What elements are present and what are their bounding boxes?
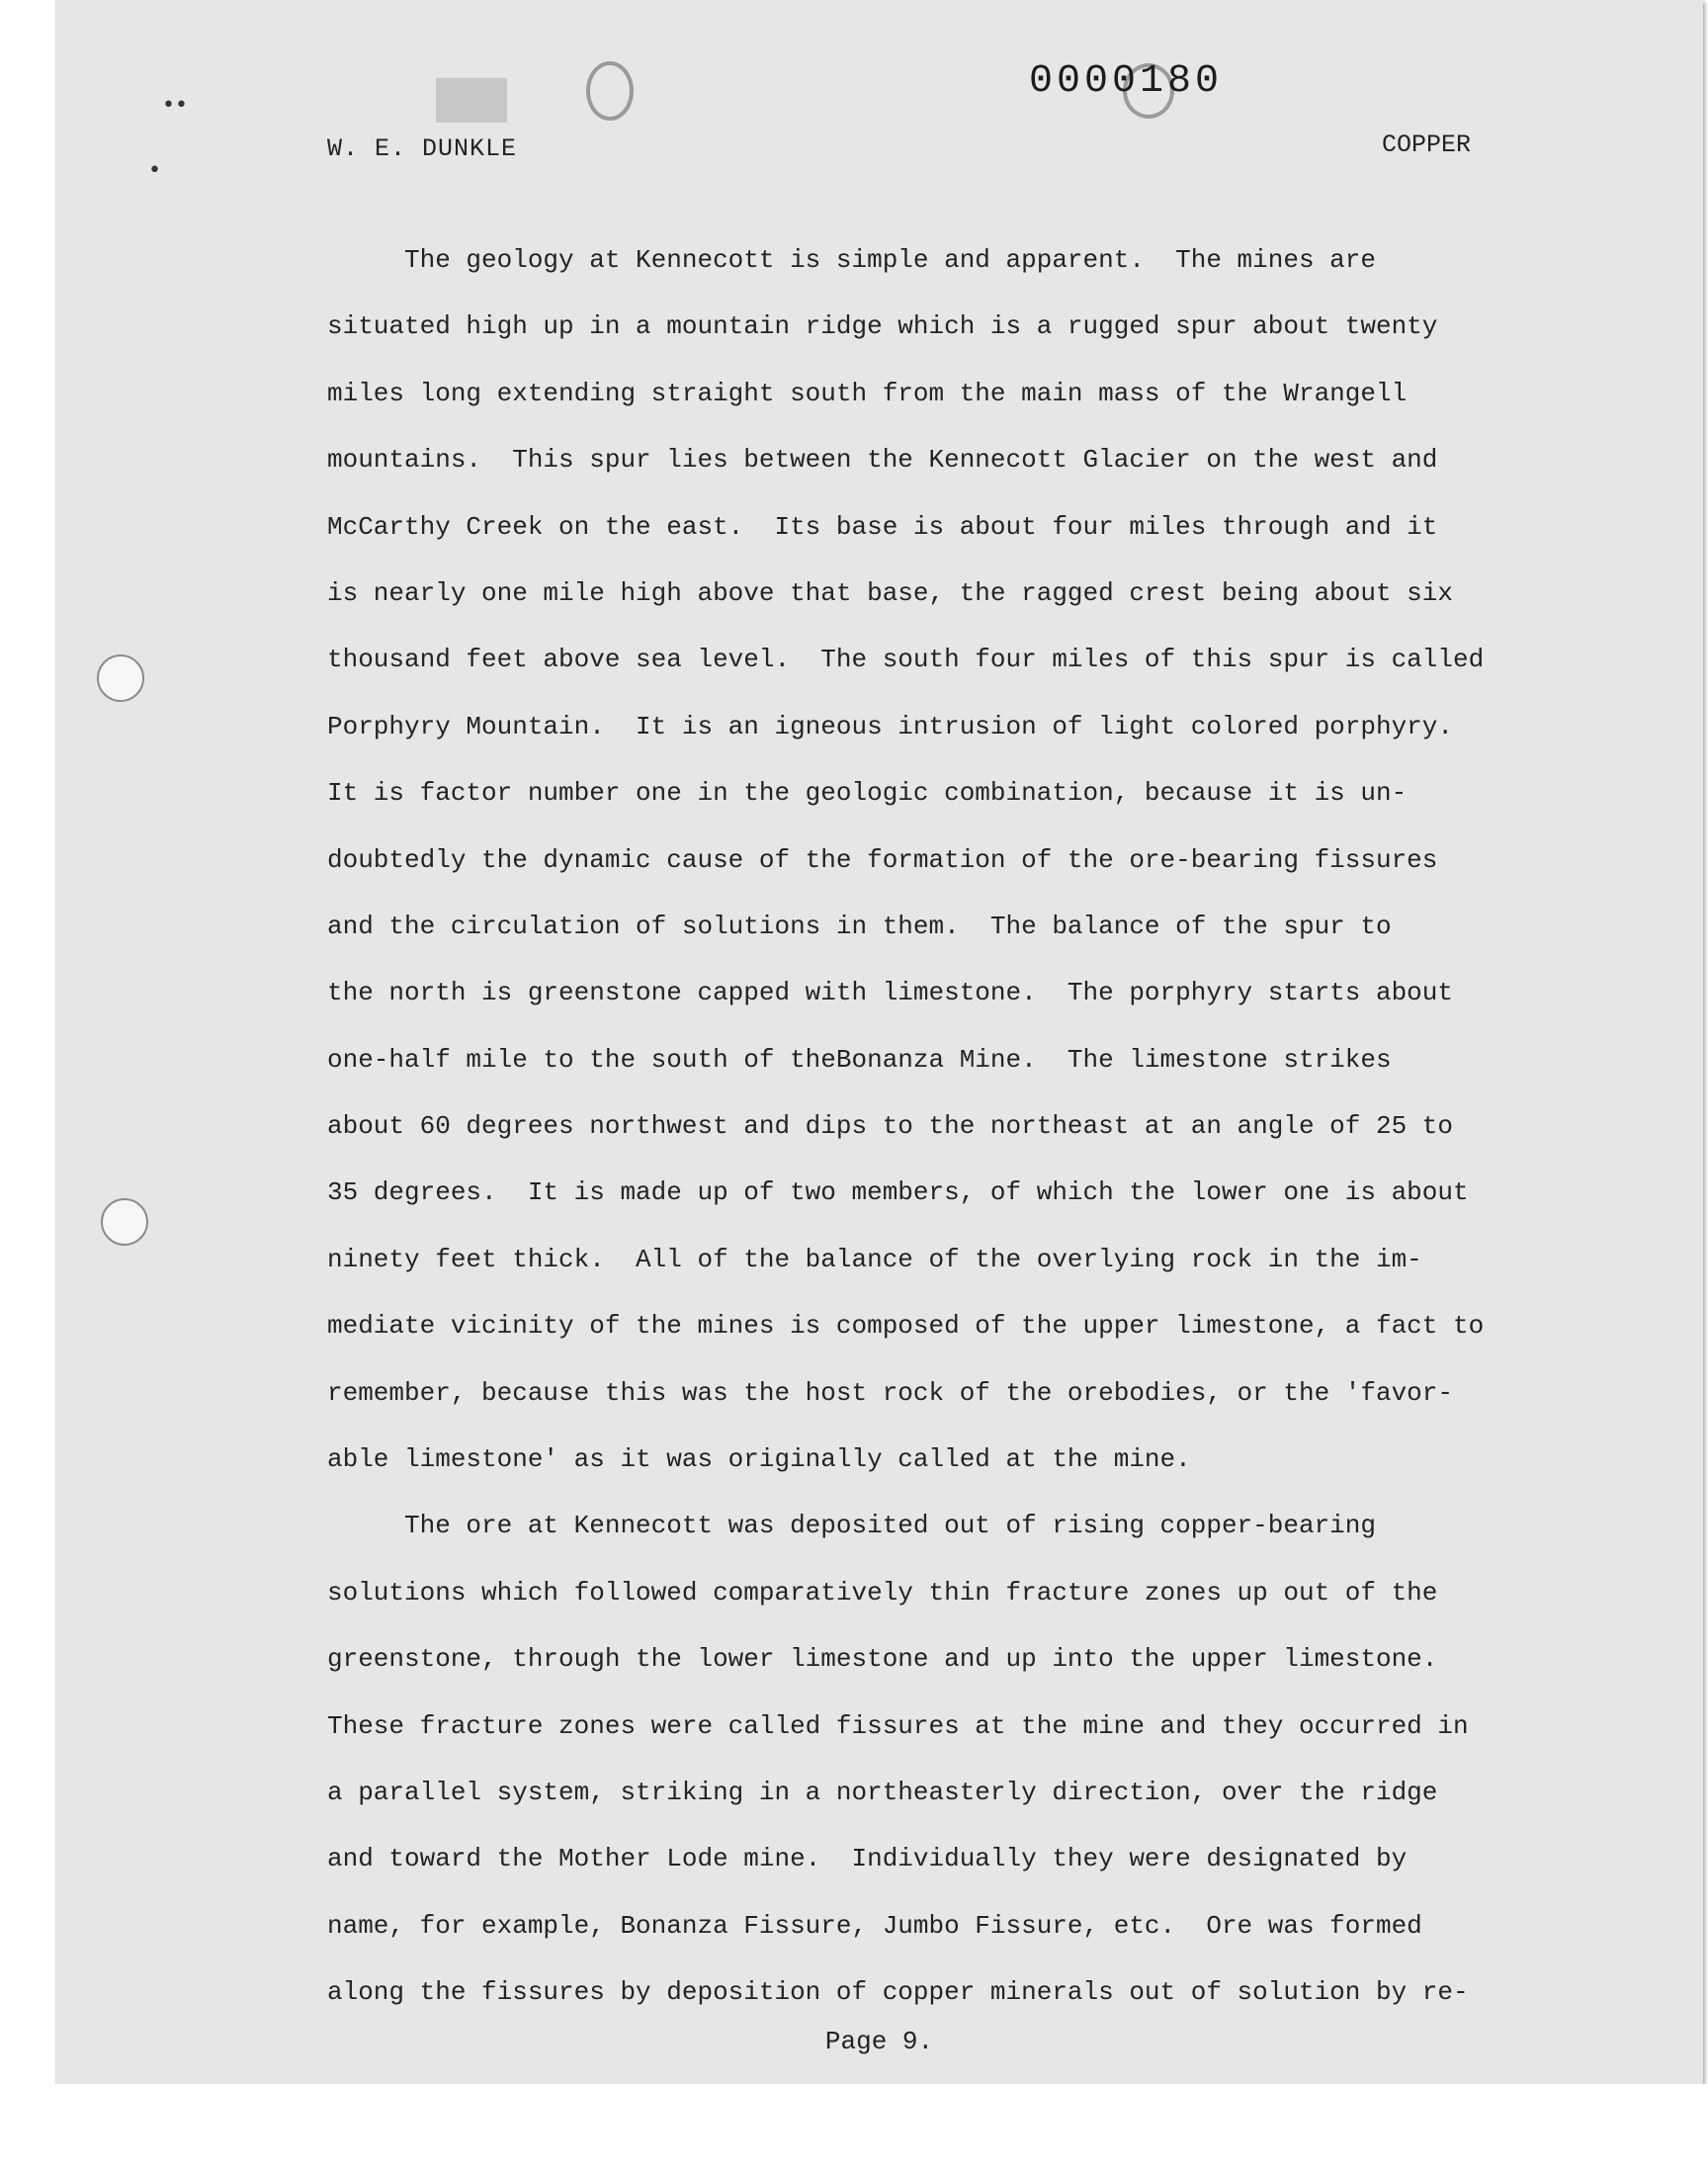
text-line: the north is greenstone capped with limestone. The porphyry starts about: [327, 978, 1453, 1008]
text-line: Porphyry Mountain. It is an igneous intrusion of light colored porphyry.: [327, 711, 1453, 741]
text-line: miles long extending straight south from the main mass of the Wrangell: [327, 378, 1408, 408]
text-line: solutions which followed comparatively thin fracture zones up out of the: [327, 1577, 1438, 1608]
text-line: able limestone' as it was originally called at the mine.: [327, 1444, 1191, 1475]
text-line: situated high up in a mountain ridge which is a rugged spur about twenty: [327, 311, 1438, 342]
text-line: and the circulation of solutions in them. The balance of the spur to: [327, 911, 1392, 941]
binder-hole-bottom: [101, 1198, 148, 1246]
text-line: The ore at Kennecott was deposited out of rising copper-bearing: [327, 1511, 1376, 1541]
document-page: [55, 0, 1703, 2084]
text-line: remember, because this was the host rock of the orebodies, or the 'favor-: [327, 1377, 1453, 1408]
text-line: It is factor number one in the geologic combination, because it is un-: [327, 778, 1408, 809]
binder-hole-top: [97, 654, 144, 702]
text-line: 35 degrees. It is made up of two members, of which the lower one is about: [327, 1177, 1469, 1208]
scan-margin: [0, 2084, 1708, 2175]
text-line: McCarthy Creek on the east. Its base is about four miles through and it: [327, 511, 1438, 542]
text-line: The geology at Kennecott is simple and apparent. The mines are: [327, 245, 1376, 275]
header-subject: COPPER: [1382, 130, 1472, 159]
punch-ring-mark: [586, 61, 634, 121]
speck-mark: ••: [162, 93, 188, 118]
bleed-through-number: ███: [436, 79, 508, 124]
text-line: mountains. This spur lies between the Kennecott Glacier on the west and: [327, 445, 1438, 476]
text-line: name, for example, Bonanza Fissure, Jumbo Fissure, etc. Ore was formed: [327, 1910, 1422, 1941]
text-line: doubtedly the dynamic cause of the formation of the ore-bearing fissures: [327, 844, 1438, 875]
text-line: and toward the Mother Lode mine. Individually they were designated by: [327, 1844, 1408, 1874]
speck-mark: •: [148, 158, 161, 183]
text-line: a parallel system, striking in a northeasterly direction, over the ridge: [327, 1777, 1438, 1807]
text-line: thousand feet above sea level. The south four miles of this spur is called: [327, 645, 1485, 675]
text-line: is nearly one mile high above that base, the ragged crest being about six: [327, 577, 1453, 608]
text-line: These fracture zones were called fissures at the mine and they occurred in: [327, 1710, 1469, 1741]
text-line: greenstone, through the lower limestone and up into the upper limestone.: [327, 1644, 1438, 1675]
document-number: 0000180: [1029, 59, 1224, 104]
page-number: Page 9.: [824, 2027, 934, 2056]
body-text: [327, 227, 1642, 2027]
text-line: one-half mile to the south of theBonanza Mine. The limestone strikes: [327, 1044, 1392, 1075]
text-line: along the fissures by deposition of copper minerals out of solution by re-: [327, 1977, 1469, 2008]
text-line: ninety feet thick. All of the balance of the overlying rock in the im-: [327, 1244, 1422, 1274]
text-line: about 60 degrees northwest and dips to the northeast at an angle of 25 to: [327, 1111, 1453, 1142]
text-line: mediate vicinity of the mines is composed of the upper limestone, a fact to: [327, 1311, 1485, 1342]
header-author: W. E. DUNKLE: [327, 134, 518, 163]
